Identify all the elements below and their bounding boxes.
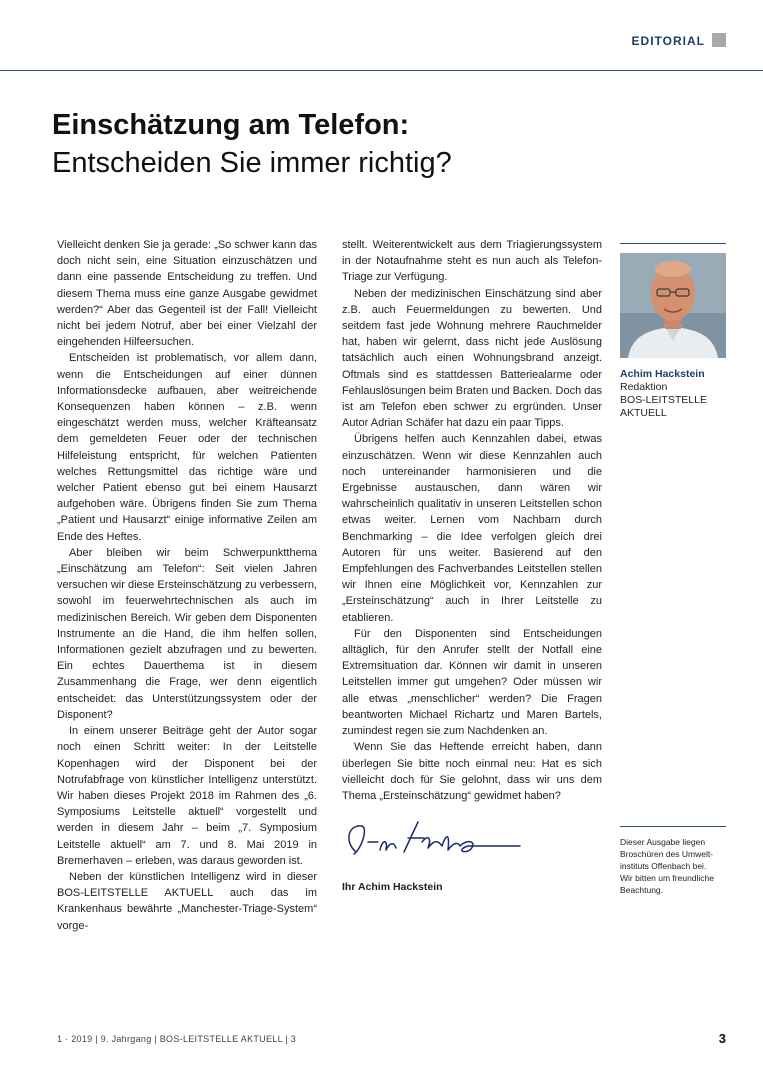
author-role-line: Redaktion	[620, 381, 668, 393]
author-portrait	[620, 253, 726, 358]
sidenote-line: Wir bitten um freundliche	[620, 873, 715, 883]
paragraph: Vielleicht denken Sie ja gerade: „So schwer kann das doch nicht sein, eine Situation einzuschätzen und dann eine passende Entscheidung zu treffen. Und diesem Thema muss eine ganze Ausgabe gewidmet werden?“ Aber das Gegenteil ist der Fall! Vielleicht nicht bei jedem Notruf, aber bei einer Vielzahl der eingehenden Hilfeersuchen.	[57, 239, 317, 349]
author-role-line: AKTUELL	[620, 407, 667, 419]
paragraph: Übrigens helfen auch Kennzahlen dabei, etwas einzuschätzen. Wenn wir diese Kennzahlen auch noch untereinander harmonisieren und die Ergebnisse austauschen, dann wären wir wahrscheinlich qualitativ in unseren Leitstellen schon etwas weiter. Lernen vom Nachbarn durch Benchmarking – die Idee verfolgen gleich drei Autoren für uns weiter. Basierend auf den Empfehlungen des Fachverbandes Leitstellen stellen wir Ihnen eine Möglichkeit vor, Kennzahlen zur „Ersteinschätzung“ auch in Ihrer Leitstelle zu etablieren.	[342, 433, 602, 624]
headline: Einschätzung am Telefon:	[52, 109, 410, 141]
article-column-2	[342, 237, 602, 804]
subheadline: Entscheiden Sie immer richtig?	[52, 147, 452, 179]
author-role-line: BOS-LEITSTELLE	[620, 394, 707, 406]
footer-text: 1 · 2019 | 9. Jahrgang | BOS-LEITSTELLE AKTUELL | 3	[57, 1034, 297, 1044]
header-rule	[0, 70, 763, 71]
sidenote-line: Dieser Ausgabe liegen	[620, 837, 706, 847]
paragraph: Für den Disponenten sind Entscheidungen alltäglich, für den Anrufer stellt der Notfall eine Extremsituation dar. Können wir damit in unseren Leitstellen immer gut umgehen? Oder müssen wir alle etwas „menschlicher“ werden? Die Fragen beantworten Michael Richartz und Maren Bartels, zumindest regen sie zum Nachdenken an.	[342, 627, 602, 738]
paragraph: stellt. Weiterentwickelt aus dem Triagierungssystem in der Notaufnahme steht es nun auch als Telefon-Triage zur Verfügung.	[342, 239, 602, 284]
sidenote-rule	[620, 826, 726, 827]
author-rule-top	[620, 243, 726, 244]
paragraph: Neben der medizinischen Einschätzung sind aber z.B. auch Feuermeldungen zu bewerten. Und seitdem fast jede Wohnung mehrere Rauchmelder hat, haben wir gelernt, dass nicht jede Auslösung tatsächlich auch einen Wohnungsbrand anzeigt. Oftmals sind es stattdessen Batteriealarme oder Fehlauslösungen beim Braten und Backen. Doch das ist am Telefon eben schwer zu ergründen. Unser Autor Adrian Schäfer hat dazu ein paar Tipps.	[342, 287, 602, 430]
sidenote-line: Beachtung.	[620, 885, 664, 895]
page-number: 3	[718, 1031, 726, 1046]
paragraph: Entscheiden ist problematisch, vor allem dann, wenn die Entscheidungen auf einer dünnen Informationsdecke aufbauen, aber weitreichende Konsequenzen haben können – z.B. wenn eingeschätzt werden muss, welcher Kräfteansatz dem gemeldeten Feuer oder der technischen Hilfeleistung entspricht, für welchen Patienten welches Rettungsmittel das richtige wäre und welcher Patient ebenso gut bei einem Hausarzt aufgehoben wäre. Übrigens finden Sie zum Thema „Patient und Hausarzt“ einige informative Zeilen am Ende des Heftes.	[57, 352, 317, 543]
sidenote-line: instituts Offenbach bei.	[620, 861, 707, 871]
paragraph: In einem unserer Beiträge geht der Autor sogar noch einen Schritt weiter: In der Leitstelle Kopenhagen wird der Disponent bei der Notrufabfrage von künstlicher Intelligenz unterstützt. Wir haben dieses Projekt 2018 im Rahmen des „6. Symposiums Leitstelle aktuell“ vorgestellt und werden in diesem Jahr – beim „7. Symposium Leitstelle aktuell“ am 7. und 8. Mai 2019 in Bremerhaven – erleben, was daraus geworden ist.	[57, 725, 317, 867]
section-marker	[712, 33, 726, 47]
paragraph: Aber bleiben wir beim Schwerpunktthema „Einschätzung am Telefon“: Seit vielen Jahren versuchen wir diese Ersteinschätzung zu verbessern, sowohl im feuerwehrtechnischen als auch im medizinischen Bereich. Wir geben dem Disponenten Instrumente an die Hand, die ihm helfen sollen, Informationen gezielt abzufragen und zu bewerten. Ein echtes Dauerthema ist in diesem Zusammenhang die Frage, wer denn eigentlich entscheidet: das Unterstützungssystem oder der Disponent?	[57, 546, 317, 721]
sidenote	[620, 836, 740, 896]
section-label: EDITORIAL	[631, 34, 705, 48]
paragraph: Neben der künstlichen Intelligenz wird in dieser BOS-LEITSTELLE AKTUELL auch das im Krankenhaus bewährte „Manchester-Triage-System“ vorge-	[57, 870, 317, 932]
handwritten-signature	[338, 812, 528, 870]
article-column-1	[57, 237, 317, 934]
sidenote-line: Broschüren des Umwelt-	[620, 849, 714, 859]
author-name: Achim Hackstein	[620, 368, 705, 380]
paragraph: Wenn Sie das Heftende erreicht haben, dann überlegen Sie bitte noch einmal neu: Hat es sich vielleicht doch für Sie gelohnt, dass wir uns dem Thema „Ersteinschätzung“ gewidmet haben?	[342, 741, 602, 802]
signoff: Ihr Achim Hackstein	[342, 881, 443, 893]
